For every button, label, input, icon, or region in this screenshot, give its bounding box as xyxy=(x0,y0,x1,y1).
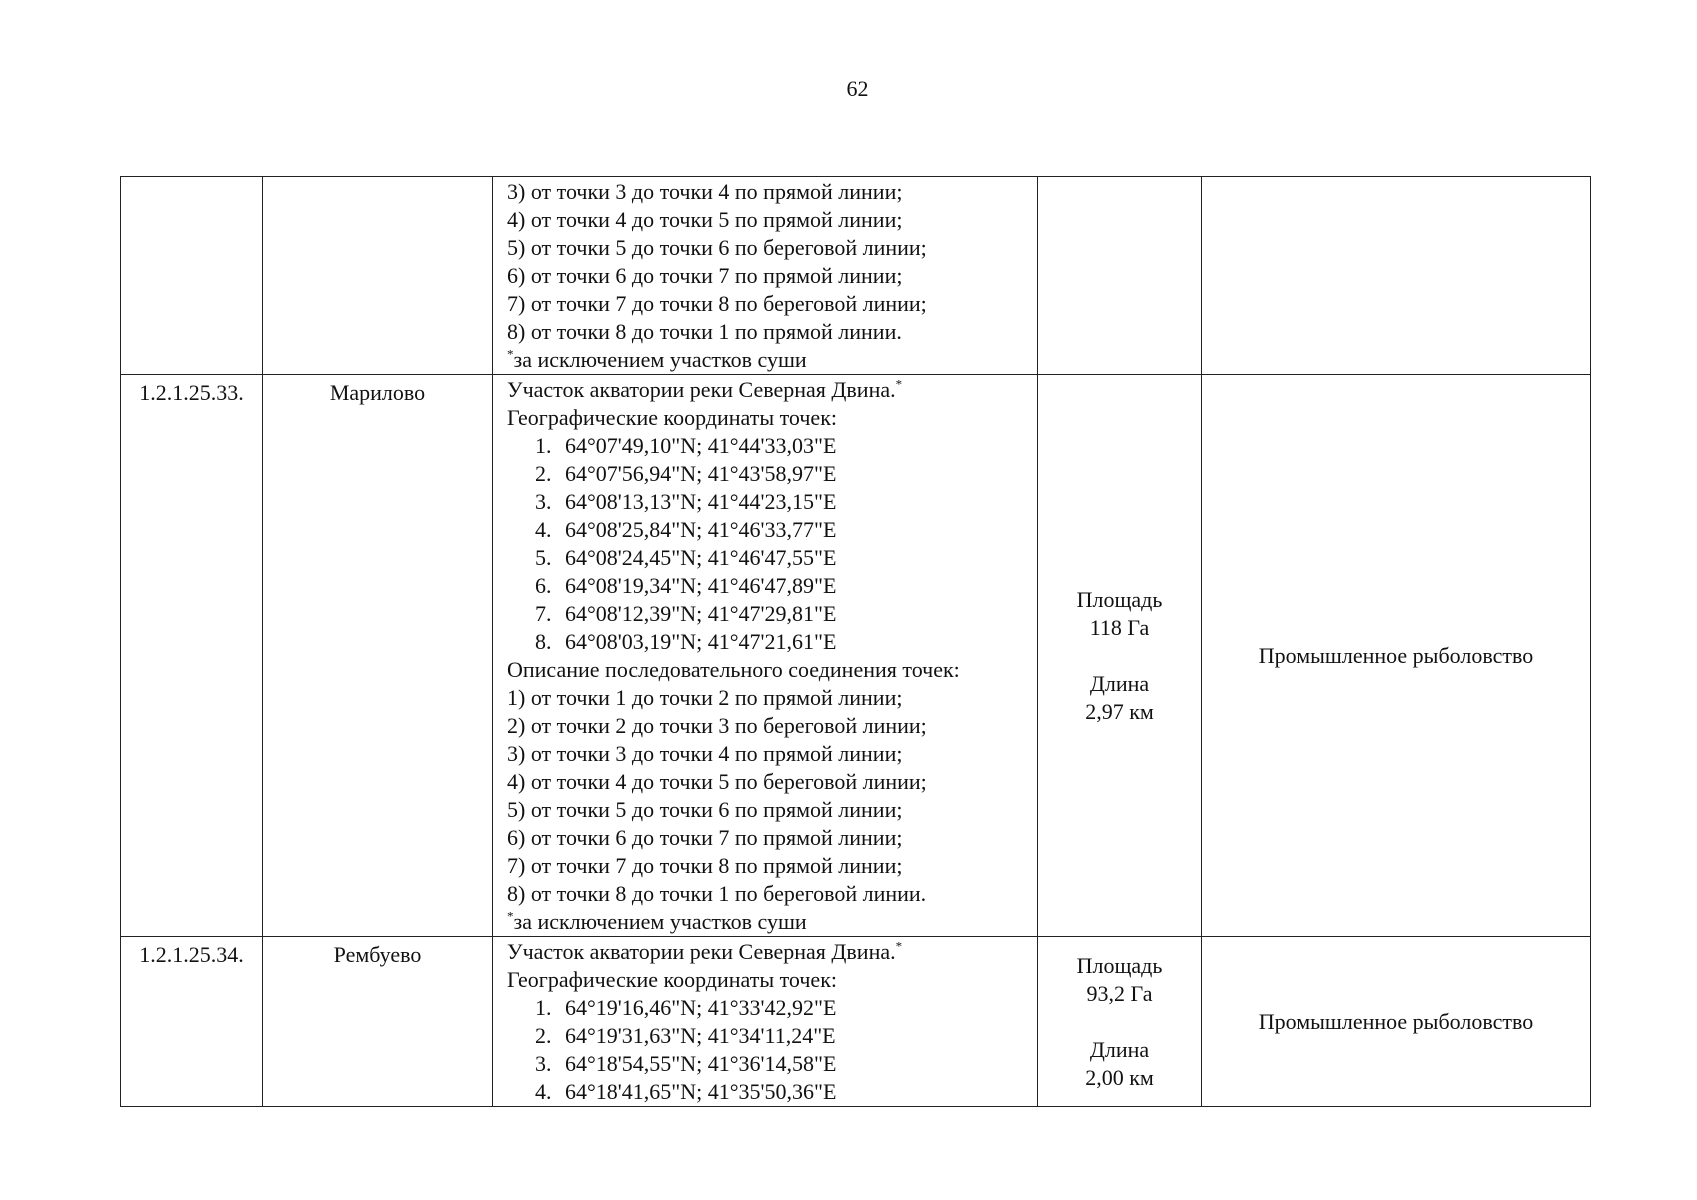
coord-value: 64°19'31,63"N; 41°34'11,24"E xyxy=(565,1023,836,1048)
row-number: 1.2.1.25.33. xyxy=(121,375,263,937)
purpose: Промышленное рыболовство xyxy=(1202,375,1591,937)
coord-index: 7. xyxy=(535,601,552,626)
length-label: Длина xyxy=(1089,1036,1150,1062)
table-row xyxy=(121,375,1591,937)
coords-label: Географические координаты точек: xyxy=(507,967,837,992)
area-name: Рембуево xyxy=(263,937,493,1107)
connection-line: 2) от точки 2 до точки 3 по береговой линии; xyxy=(507,713,927,738)
footnote xyxy=(507,908,1033,936)
purpose: Промышленное рыболовство xyxy=(1202,937,1591,1107)
coord-index: 3. xyxy=(535,489,552,514)
coordinate-item xyxy=(507,1078,1033,1106)
area-value: 118 Га xyxy=(1089,614,1150,640)
cell-purpose xyxy=(1202,177,1591,375)
coord-value: 64°08'24,45"N; 41°46'47,55"E xyxy=(565,545,837,570)
table-row xyxy=(121,937,1591,1107)
coord-value: 64°08'13,13"N; 41°44'23,15"E xyxy=(565,489,837,514)
coordinate-item xyxy=(507,516,1033,544)
coord-index: 4. xyxy=(535,517,552,542)
connection-line: 5) от точки 5 до точки 6 по прямой линии; xyxy=(507,797,903,822)
connection-line: 6) от точки 6 до точки 7 по прямой линии; xyxy=(507,825,903,850)
coord-value: 64°08'03,19"N; 41°47'21,61"E xyxy=(565,629,837,654)
connection-label: Описание последовательного соединения точек: xyxy=(507,657,960,682)
area-title-text: Участок акватории реки Северная Двина. xyxy=(507,939,896,964)
footnote-mark: * xyxy=(895,938,903,954)
length-value: 2,97 км xyxy=(1085,698,1154,724)
connection-line: 8) от точки 8 до точки 1 по прямой линии. xyxy=(507,319,902,344)
connection-line: 6) от точки 6 до точки 7 по прямой линии; xyxy=(507,263,903,288)
connection-line: 4) от точки 4 до точки 5 по прямой линии; xyxy=(507,207,903,232)
area-label: Площадь xyxy=(1076,586,1163,612)
cell-description xyxy=(493,375,1038,937)
connection-line: 7) от точки 7 до точки 8 по прямой линии; xyxy=(507,853,903,878)
fishing-areas-table xyxy=(120,176,1591,1107)
coord-index: 5. xyxy=(535,545,552,570)
coord-value: 64°08'12,39"N; 41°47'29,81"E xyxy=(565,601,837,626)
coordinate-item xyxy=(507,488,1033,516)
row-number: 1.2.1.25.34. xyxy=(121,937,263,1107)
area-title xyxy=(507,938,1033,966)
cell-description xyxy=(493,177,1038,375)
length-label: Длина xyxy=(1089,670,1150,696)
connection-line: 3) от точки 3 до точки 4 по прямой линии; xyxy=(507,179,903,204)
area-value: 93,2 Га xyxy=(1086,980,1153,1006)
connection-line: 8) от точки 8 до точки 1 по береговой линии. xyxy=(507,881,927,906)
table-row-continuation xyxy=(121,177,1591,375)
coord-value: 64°19'16,46"N; 41°33'42,92"E xyxy=(565,995,837,1020)
coord-index: 2. xyxy=(535,1023,552,1048)
page-number: 62 xyxy=(846,76,869,101)
cell-name xyxy=(263,177,493,375)
cell-description xyxy=(493,937,1038,1107)
footnote-mark: * xyxy=(507,346,514,362)
area-name: Марилово xyxy=(263,375,493,937)
coordinate-item xyxy=(507,432,1033,460)
coordinate-item xyxy=(507,460,1033,488)
coordinate-item xyxy=(507,628,1033,656)
cell-parameters xyxy=(1038,177,1202,375)
coord-index: 1. xyxy=(535,433,552,458)
coord-value: 64°07'56,94"N; 41°43'58,97"E xyxy=(565,461,837,486)
cell-number xyxy=(121,177,263,375)
area-title xyxy=(507,376,1033,404)
coord-index: 3. xyxy=(535,1051,552,1076)
coord-value: 64°08'19,34"N; 41°46'47,89"E xyxy=(565,573,837,598)
coord-value: 64°07'49,10"N; 41°44'33,03"E xyxy=(565,433,837,458)
coordinate-item xyxy=(507,994,1033,1022)
coord-value: 64°08'25,84"N; 41°46'33,77"E xyxy=(565,517,837,542)
area-title-text: Участок акватории реки Северная Двина. xyxy=(507,377,896,402)
coords-label: Географические координаты точек: xyxy=(507,405,837,430)
connection-line: 1) от точки 1 до точки 2 по прямой линии; xyxy=(507,685,903,710)
coordinate-item xyxy=(507,600,1033,628)
connection-line: 5) от точки 5 до точки 6 по береговой линии; xyxy=(507,235,927,260)
coord-index: 6. xyxy=(535,573,552,598)
area-label: Площадь xyxy=(1076,952,1163,978)
length-value: 2,00 км xyxy=(1085,1064,1154,1090)
coordinate-item xyxy=(507,1050,1033,1078)
connection-line: 3) от точки 3 до точки 4 по прямой линии; xyxy=(507,741,903,766)
footnote-text: за исключением участков суши xyxy=(513,909,807,934)
coord-index: 4. xyxy=(535,1079,552,1104)
coordinate-item xyxy=(507,572,1033,600)
cell-parameters xyxy=(1038,937,1202,1107)
footnote-mark: * xyxy=(507,908,514,924)
coordinate-item xyxy=(507,544,1033,572)
footnote-text: за исключением участков суши xyxy=(513,347,807,372)
coordinate-item xyxy=(507,1022,1033,1050)
coord-index: 8. xyxy=(535,629,552,654)
connection-line: 4) от точки 4 до точки 5 по береговой линии; xyxy=(507,769,927,794)
connection-line: 7) от точки 7 до точки 8 по береговой линии; xyxy=(507,291,927,316)
cell-parameters xyxy=(1038,375,1202,937)
footnote xyxy=(507,346,1033,374)
coord-value: 64°18'41,65"N; 41°35'50,36"E xyxy=(565,1079,837,1104)
coord-value: 64°18'54,55"N; 41°36'14,58"E xyxy=(565,1051,837,1076)
coord-index: 1. xyxy=(535,995,552,1020)
footnote-mark: * xyxy=(895,376,903,392)
coord-index: 2. xyxy=(535,461,552,486)
